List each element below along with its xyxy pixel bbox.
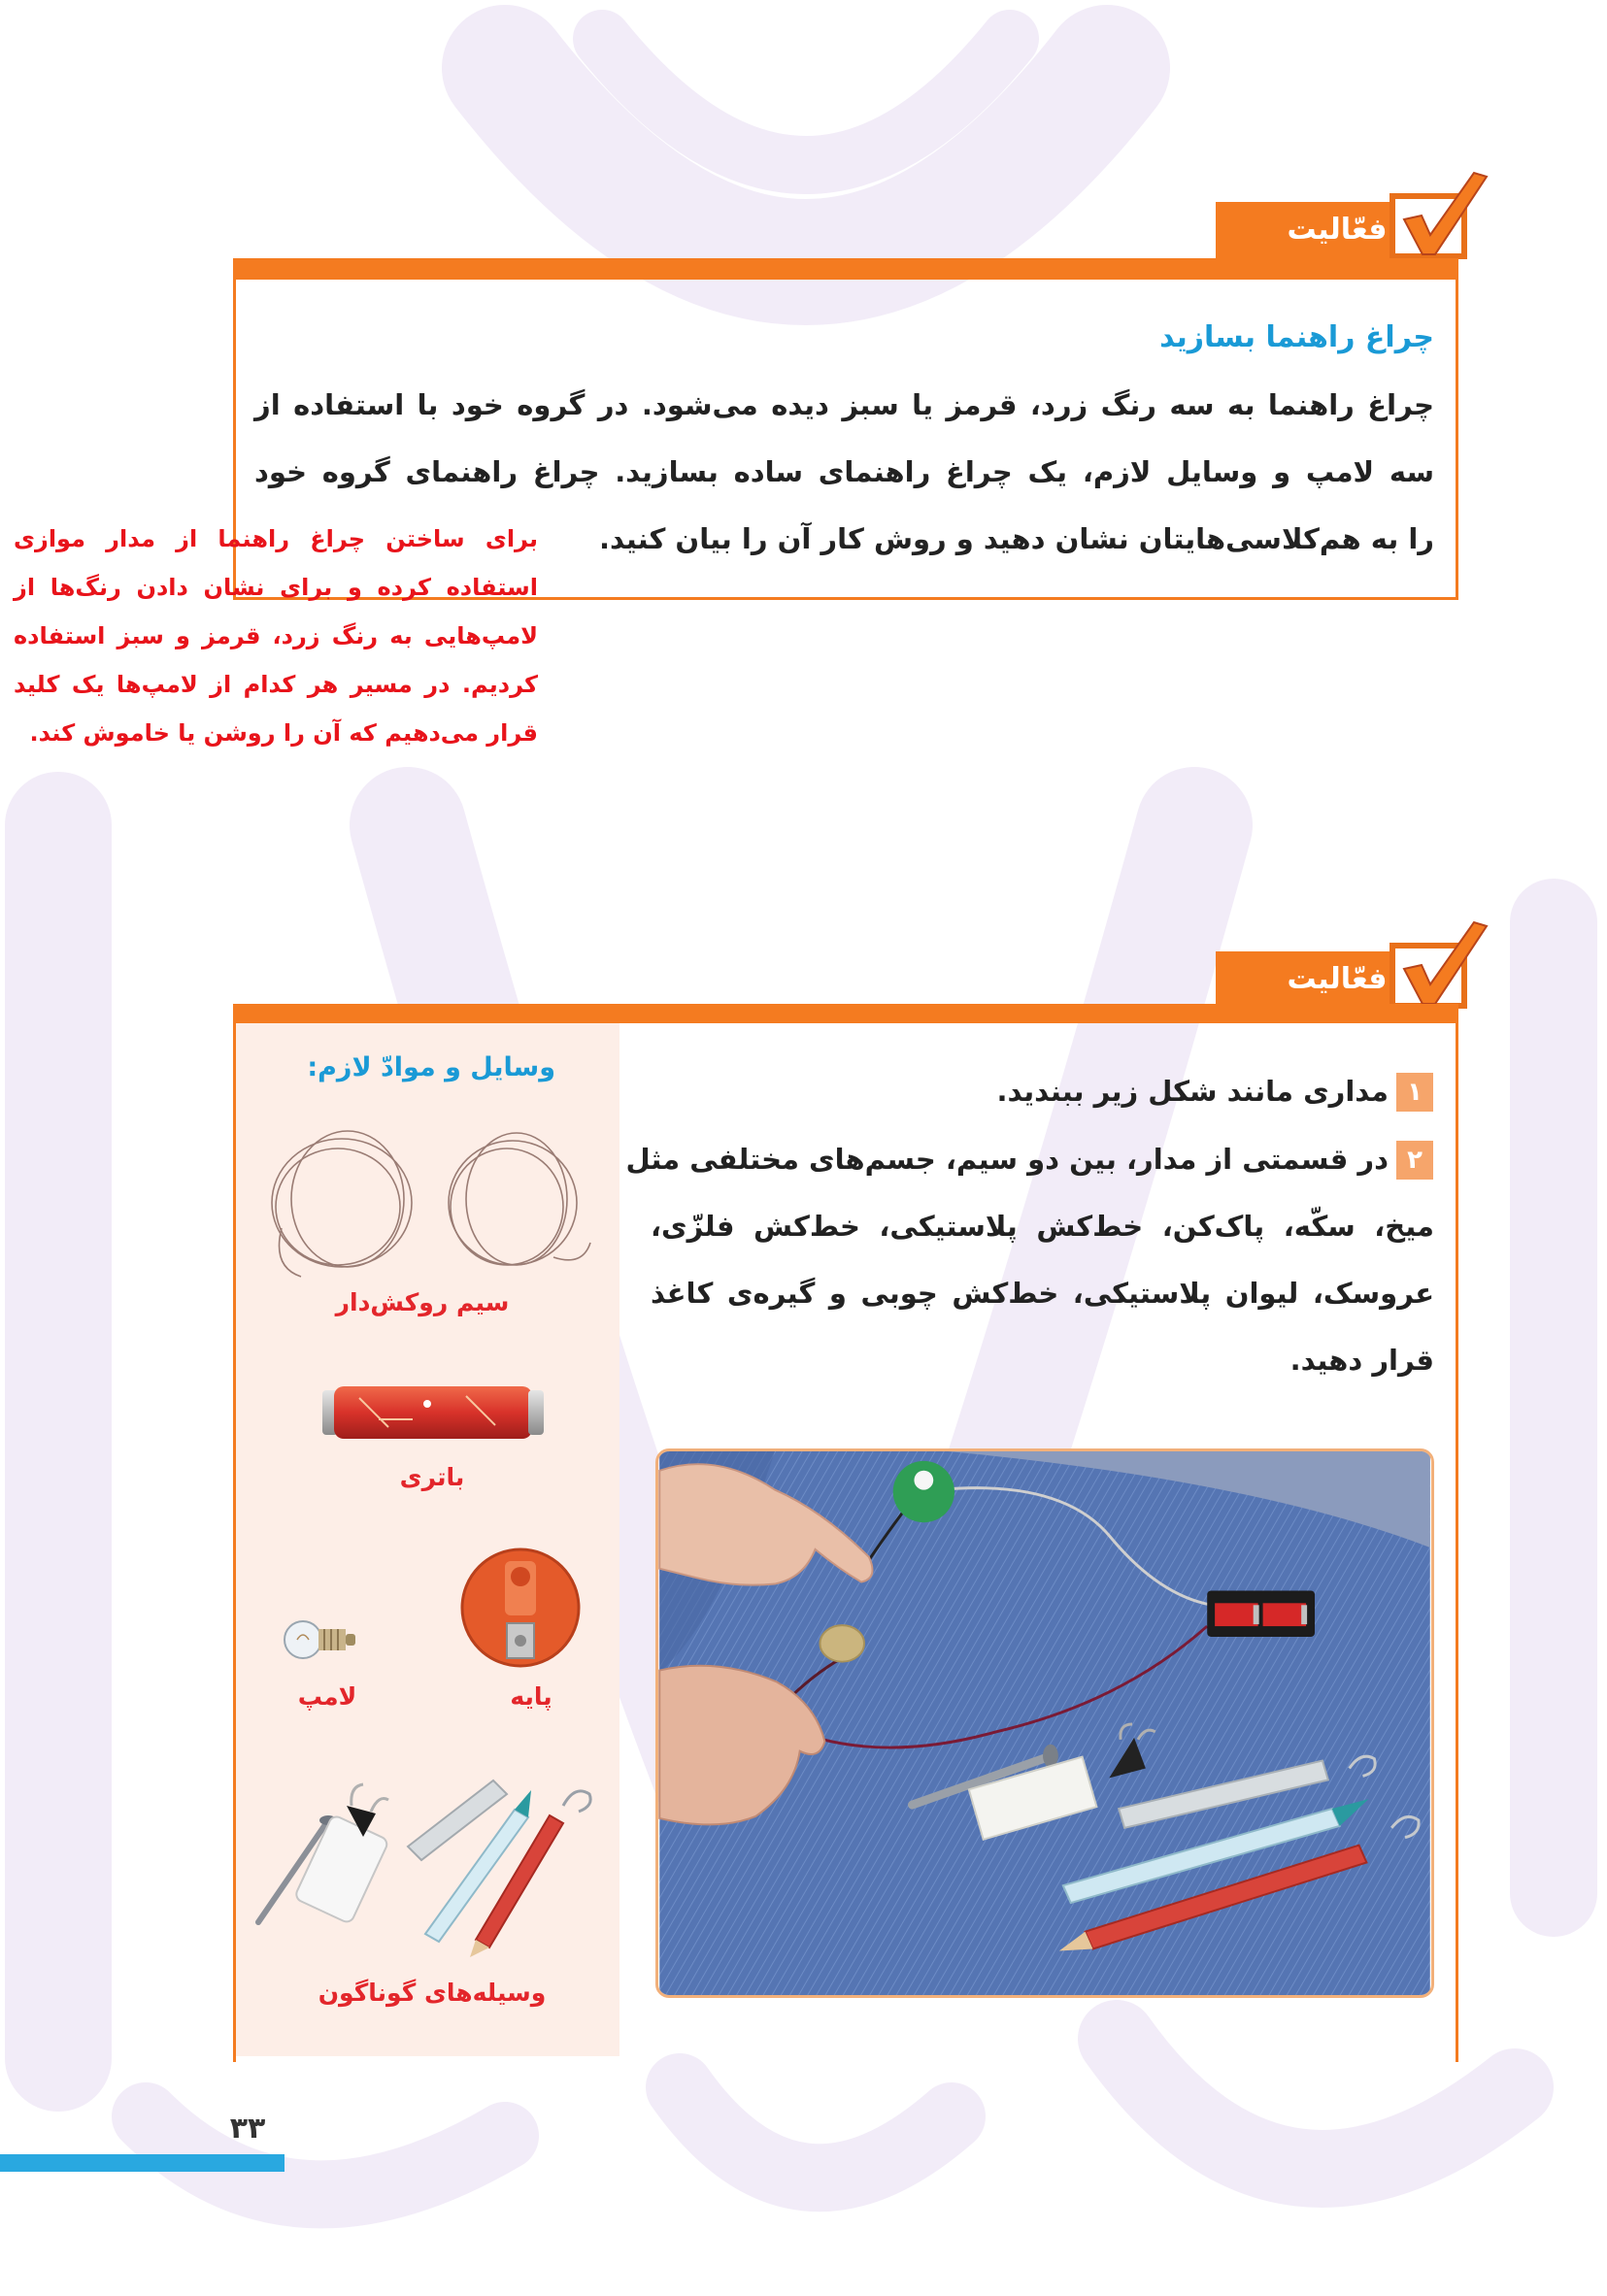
circuit-photo-scene bbox=[658, 1451, 1431, 1995]
answer-note-line: استفاده کرده و برای نشان دادن رنگ‌ها از bbox=[14, 574, 538, 601]
activity2-header-label: فعّالیت bbox=[1287, 962, 1388, 996]
page-number: ۳۳ bbox=[229, 2112, 266, 2146]
materials-heading: وسایل و موادّ لازم: bbox=[307, 1052, 555, 1082]
battery-label: باتری bbox=[399, 1463, 465, 1491]
activity1-title: چراغ راهنما بسازید bbox=[1159, 320, 1434, 354]
answer-note-line: برای ساختن چراغ راهنما از مدار موازی bbox=[14, 525, 538, 552]
answer-note-line: قرار می‌دهیم که آن را روشن یا خاموش کند. bbox=[29, 719, 538, 747]
answer-note bbox=[14, 515, 538, 757]
battery-image bbox=[320, 1381, 546, 1445]
various-objects-image bbox=[254, 1777, 604, 1959]
step-line: میخ، سکّه، پاک‌کن، خط‌کش پلاستیکی، خط‌کش فلزّی، bbox=[651, 1210, 1434, 1243]
step-line: در قسمتی از مدار، بین دو سیم، جسم‌های مختلفی مثل bbox=[625, 1143, 1389, 1176]
checkmark-icon bbox=[1377, 915, 1489, 1012]
activity1-header-label: فعّالیت bbox=[1287, 213, 1388, 247]
lamp-base-image bbox=[458, 1544, 583, 1672]
checkmark-icon bbox=[1377, 165, 1489, 262]
activity1-line: را به هم‌کلاسی‌هایتان نشان دهید و روش کار آن را بیان کنید. bbox=[599, 522, 1434, 555]
step-2-line-1 bbox=[625, 1126, 1389, 1193]
answer-note-line: کردیم. در مسیر هر کدام از لامپ‌ها یک کلید bbox=[14, 671, 538, 698]
wire-label: سیم روکش‌دار bbox=[335, 1288, 510, 1316]
lamp-label: لامپ bbox=[297, 1682, 357, 1711]
objects-label: وسیله‌های گوناگون bbox=[318, 1979, 547, 2007]
step-line: قرار دهید. bbox=[1289, 1344, 1434, 1377]
step-line: عروسک، لیوان پلاستیکی، خط‌کش چوبی و گیره‌ی کاغذ bbox=[651, 1277, 1434, 1310]
step-number: ۱ bbox=[1396, 1073, 1433, 1112]
footer-bar bbox=[0, 2154, 285, 2172]
activity1-line: سه لامپ و وسایل لازم، یک چراغ راهنمای ساده بسازید. چراغ راهنمای گروه خود bbox=[254, 455, 1434, 488]
answer-note-line: لامپ‌هایی به رنگ زرد، قرمز و سبز استفاده bbox=[14, 622, 538, 649]
lamp-image bbox=[282, 1616, 357, 1663]
step-line: مداری مانند شکل زیر ببندید. bbox=[996, 1075, 1389, 1108]
activity1-line: چراغ راهنما به سه رنگ زرد، قرمز یا سبز دیده می‌شود. در گروه خود با استفاده از bbox=[254, 388, 1434, 421]
step-number: ۲ bbox=[1396, 1141, 1433, 1180]
step-2-text bbox=[651, 1193, 1434, 1394]
base-label: پایه bbox=[510, 1682, 552, 1711]
coated-wire-image bbox=[262, 1121, 597, 1281]
step-1-text bbox=[651, 1058, 1389, 1125]
circuit-photo bbox=[655, 1448, 1434, 1998]
